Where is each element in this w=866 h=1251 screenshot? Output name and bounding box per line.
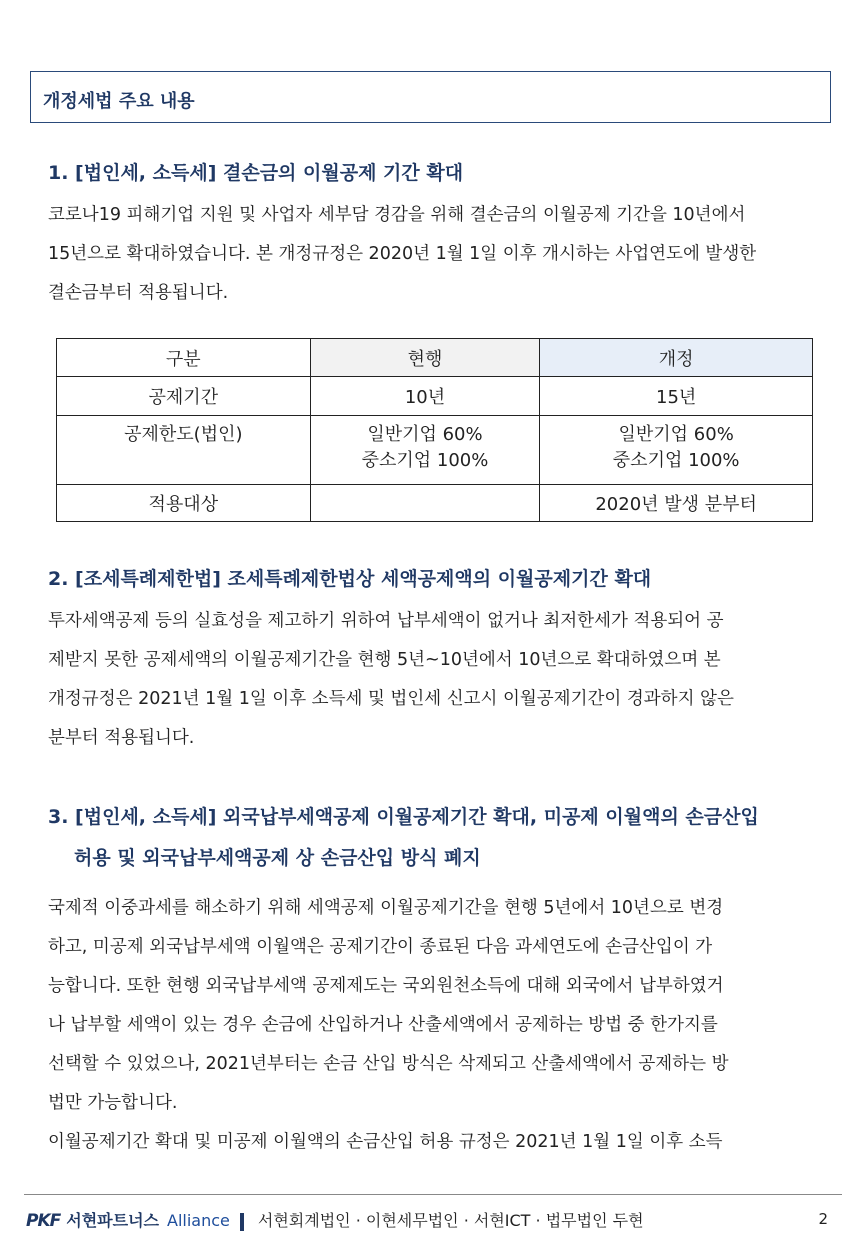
footer-separator	[240, 1213, 244, 1231]
section1-paragraph	[48, 196, 818, 313]
section3-paragraph	[48, 889, 818, 1162]
page-number: 2	[818, 1210, 828, 1228]
table-row	[57, 377, 813, 416]
member-firms: 서현회계법인 · 이현세무법인 · 서현ICT · 법무법인 두현	[257, 1211, 644, 1230]
table-cell: 2020년 발생 분부터	[540, 485, 813, 522]
paragraph-line: 국제적 이중과세를 해소하기 위해 세액공제 이월공제기간을 현행 5년에서 10년으로 변경	[48, 898, 724, 918]
comparison-table	[56, 338, 813, 522]
table-row	[57, 485, 813, 522]
table-cell	[310, 485, 540, 522]
table-row	[57, 416, 813, 485]
table-header-cell: 현행	[310, 339, 540, 377]
table-header-row	[57, 339, 813, 377]
table-header-cell: 구분	[57, 339, 311, 377]
table-cell: 10년	[310, 377, 540, 416]
table-cell: 적용대상	[57, 485, 311, 522]
paragraph-line: 결손금부터 적용됩니다.	[48, 283, 229, 303]
paragraph-line: 코로나19 피해기업 지원 및 사업자 세부담 경감을 위해 결손금의 이월공제 기간을 10년에서	[48, 205, 746, 225]
section2-paragraph	[48, 602, 818, 758]
alliance-label: Alliance	[167, 1211, 230, 1230]
table-cell: 공제기간	[57, 377, 311, 416]
paragraph-line: 분부터 적용됩니다.	[48, 728, 195, 748]
header-title: 개정세법 주요 내용	[43, 91, 195, 112]
table-header-cell: 개정	[540, 339, 813, 377]
section3-heading-line2: 허용 및 외국납부세액공제 상 손금산입 방식 폐지	[74, 847, 481, 869]
pkf-logo: PKF	[26, 1211, 61, 1231]
paragraph-line: 하고, 미공제 외국납부세액 이월액은 공제기간이 종료된 다음 과세연도에 손금산입이 가	[48, 937, 713, 957]
table-cell: 15년	[540, 377, 813, 416]
paragraph-line: 법만 가능합니다.	[48, 1093, 178, 1113]
table-cell: 공제한도(법인)	[57, 416, 311, 485]
paragraph-line: 나 납부할 세액이 있는 경우 손금에 산입하거나 산출세액에서 공제하는 방법 중 한가지를	[48, 1015, 718, 1035]
section1-heading: 1. [법인세, 소득세] 결손금의 이월공제 기간 확대	[48, 162, 464, 184]
paragraph-line: 개정규정은 2021년 1월 1일 이후 소득세 및 법인세 신고시 이월공제기간이 경과하지 않은	[48, 689, 734, 709]
paragraph-line: 15년으로 확대하였습니다. 본 개정규정은 2020년 1월 1일 이후 개시하는 사업연도에 발생한	[48, 244, 757, 264]
paragraph-line: 이월공제기간 확대 및 미공제 이월액의 손금산입 허용 규정은 2021년 1월 1일 이후 소득	[48, 1132, 723, 1152]
paragraph-line: 선택할 수 있었으나, 2021년부터는 손금 산입 방식은 삭제되고 산출세액에서 공제하는 방	[48, 1054, 729, 1074]
paragraph-line: 능합니다. 또한 현행 외국납부세액 공제제도는 국외원천소득에 대해 외국에서 납부하였거	[48, 976, 724, 996]
section-header-box	[30, 71, 831, 123]
paragraph-line: 투자세액공제 등의 실효성을 제고하기 위하여 납부세액이 없거나 최저한세가 적용되어 공	[48, 611, 724, 631]
section2-heading: 2. [조세특례제한법] 조세특례제한법상 세액공제액의 이월공제기간 확대	[48, 568, 652, 590]
paragraph-line: 제받지 못한 공제세액의 이월공제기간을 현행 5년~10년에서 10년으로 확대하였으며 본	[48, 650, 721, 670]
brand-name: 서현파트너스	[66, 1211, 159, 1230]
footer	[26, 1208, 644, 1231]
footer-divider	[24, 1194, 842, 1195]
table-cell: 일반기업 60% 중소기업 100%	[540, 416, 813, 485]
section3-heading-line1: 3. [법인세, 소득세] 외국납부세액공제 이월공제기간 확대, 미공제 이월액의 손금산입	[48, 806, 759, 828]
table-cell: 일반기업 60% 중소기업 100%	[310, 416, 540, 485]
